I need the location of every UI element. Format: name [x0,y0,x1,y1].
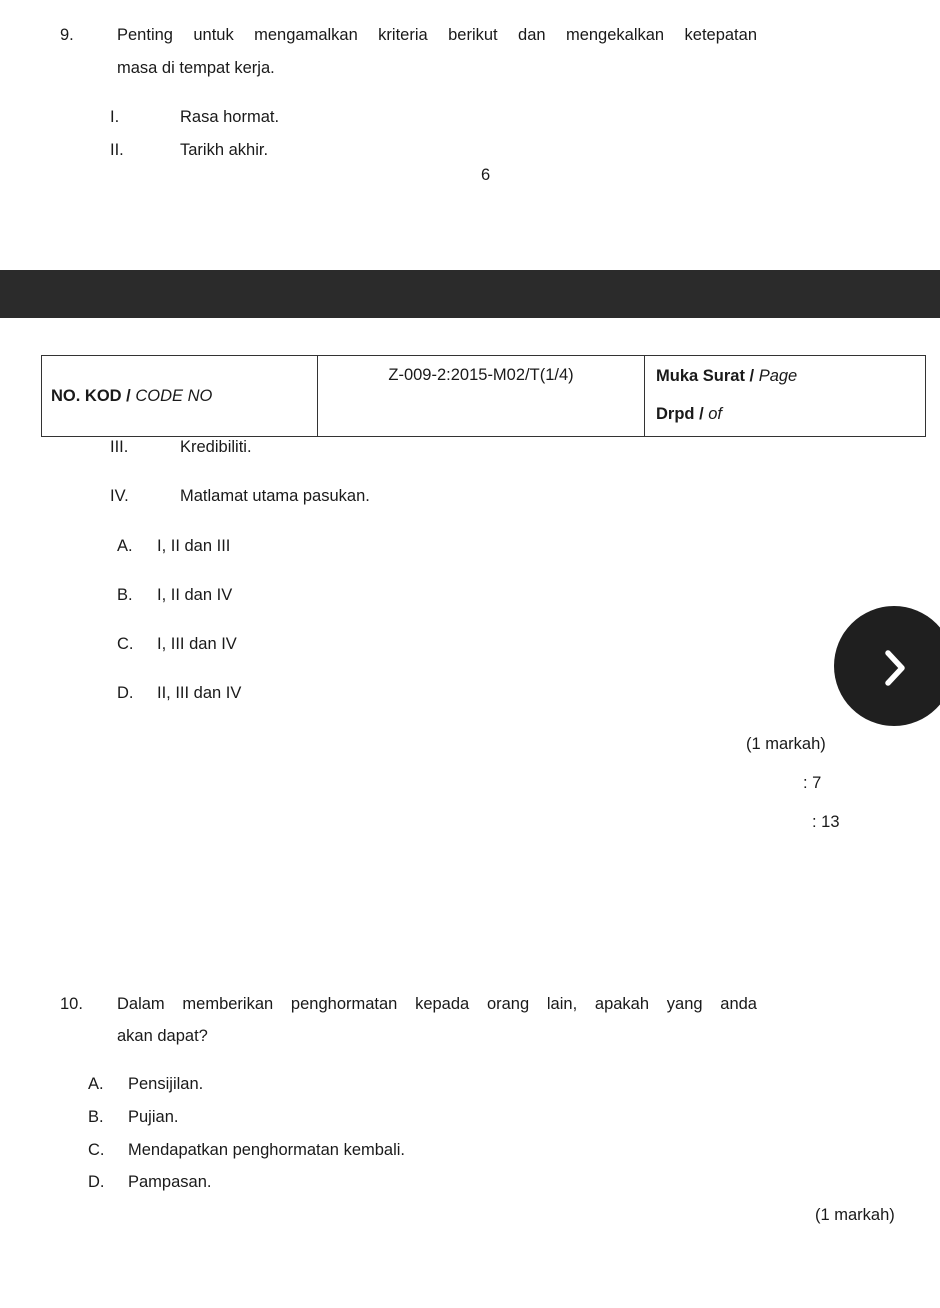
question-10-marks: (1 markah) [815,1206,895,1224]
question-9-option-a-letter: A. [117,537,133,555]
question-10-option-d-text: Pampasan. [128,1173,212,1191]
of-value: : 13 [812,813,840,831]
question-9-text-line2: masa di tempat kerja. [117,59,275,77]
code-label-italic: CODE NO [135,386,213,405]
question-9-item-1-numeral: I. [110,108,120,126]
page-break-band [0,270,940,318]
code-label-cell [42,356,318,437]
question-9-option-d-text: II, III dan IV [157,684,242,702]
question-10-option-c-letter: C. [88,1141,105,1159]
question-9-text-line1: Penting untuk mengamalkan kriteria berikut dan mengekalkan ketepatan [117,26,757,44]
page-label-italic: Page [758,366,798,385]
question-10-number: 10. [60,995,83,1013]
question-9-option-b-text: I, II dan IV [157,586,233,604]
question-10-option-d-letter: D. [88,1173,105,1191]
question-9-option-d-letter: D. [117,684,134,702]
question-10-option-c-text: Mendapatkan penghormatan kembali. [128,1141,406,1159]
document-header-table [41,355,926,437]
chevron-right-icon [882,648,910,688]
question-10-option-a-letter: A. [88,1075,104,1093]
question-10-option-b-text: Pujian. [128,1108,179,1126]
question-9-item-1-text: Rasa hormat. [180,108,280,126]
question-9-number: 9. [60,26,74,44]
question-9-marks: (1 markah) [746,735,826,753]
code-label-bold: NO. KOD / [51,386,136,405]
question-9-option-a-text: I, II dan III [157,537,231,555]
of-label-italic: of [708,404,723,423]
question-10-text-line2: akan dapat? [117,1027,208,1045]
question-9-option-c-text: I, III dan IV [157,635,237,653]
page-label-cell [645,356,926,437]
footer-page-number: 6 [481,166,491,184]
question-9-item-3-numeral: III. [110,438,129,456]
question-9-item-2-numeral: II. [110,141,124,159]
page-value: : 7 [803,774,822,792]
question-9-option-c-letter: C. [117,635,134,653]
code-value: Z-009-2:2015-M02/T(1/4) [388,366,574,384]
question-9-item-2-text: Tarikh akhir. [180,141,269,159]
of-label-bold: Drpd / [656,404,709,423]
question-9-item-3-text: Kredibiliti. [180,438,252,456]
page-label-bold: Muka Surat / [656,366,759,385]
question-10-option-b-letter: B. [88,1108,104,1126]
question-9-option-b-letter: B. [117,586,133,604]
code-value-cell [318,356,645,437]
next-page-button[interactable] [834,606,940,726]
question-9-item-4-text: Matlamat utama pasukan. [180,487,370,505]
question-10-option-a-text: Pensijilan. [128,1075,204,1093]
question-9-item-4-numeral: IV. [110,487,129,505]
question-10-text-line1: Dalam memberikan penghormatan kepada orang lain, apakah yang anda [117,995,757,1013]
